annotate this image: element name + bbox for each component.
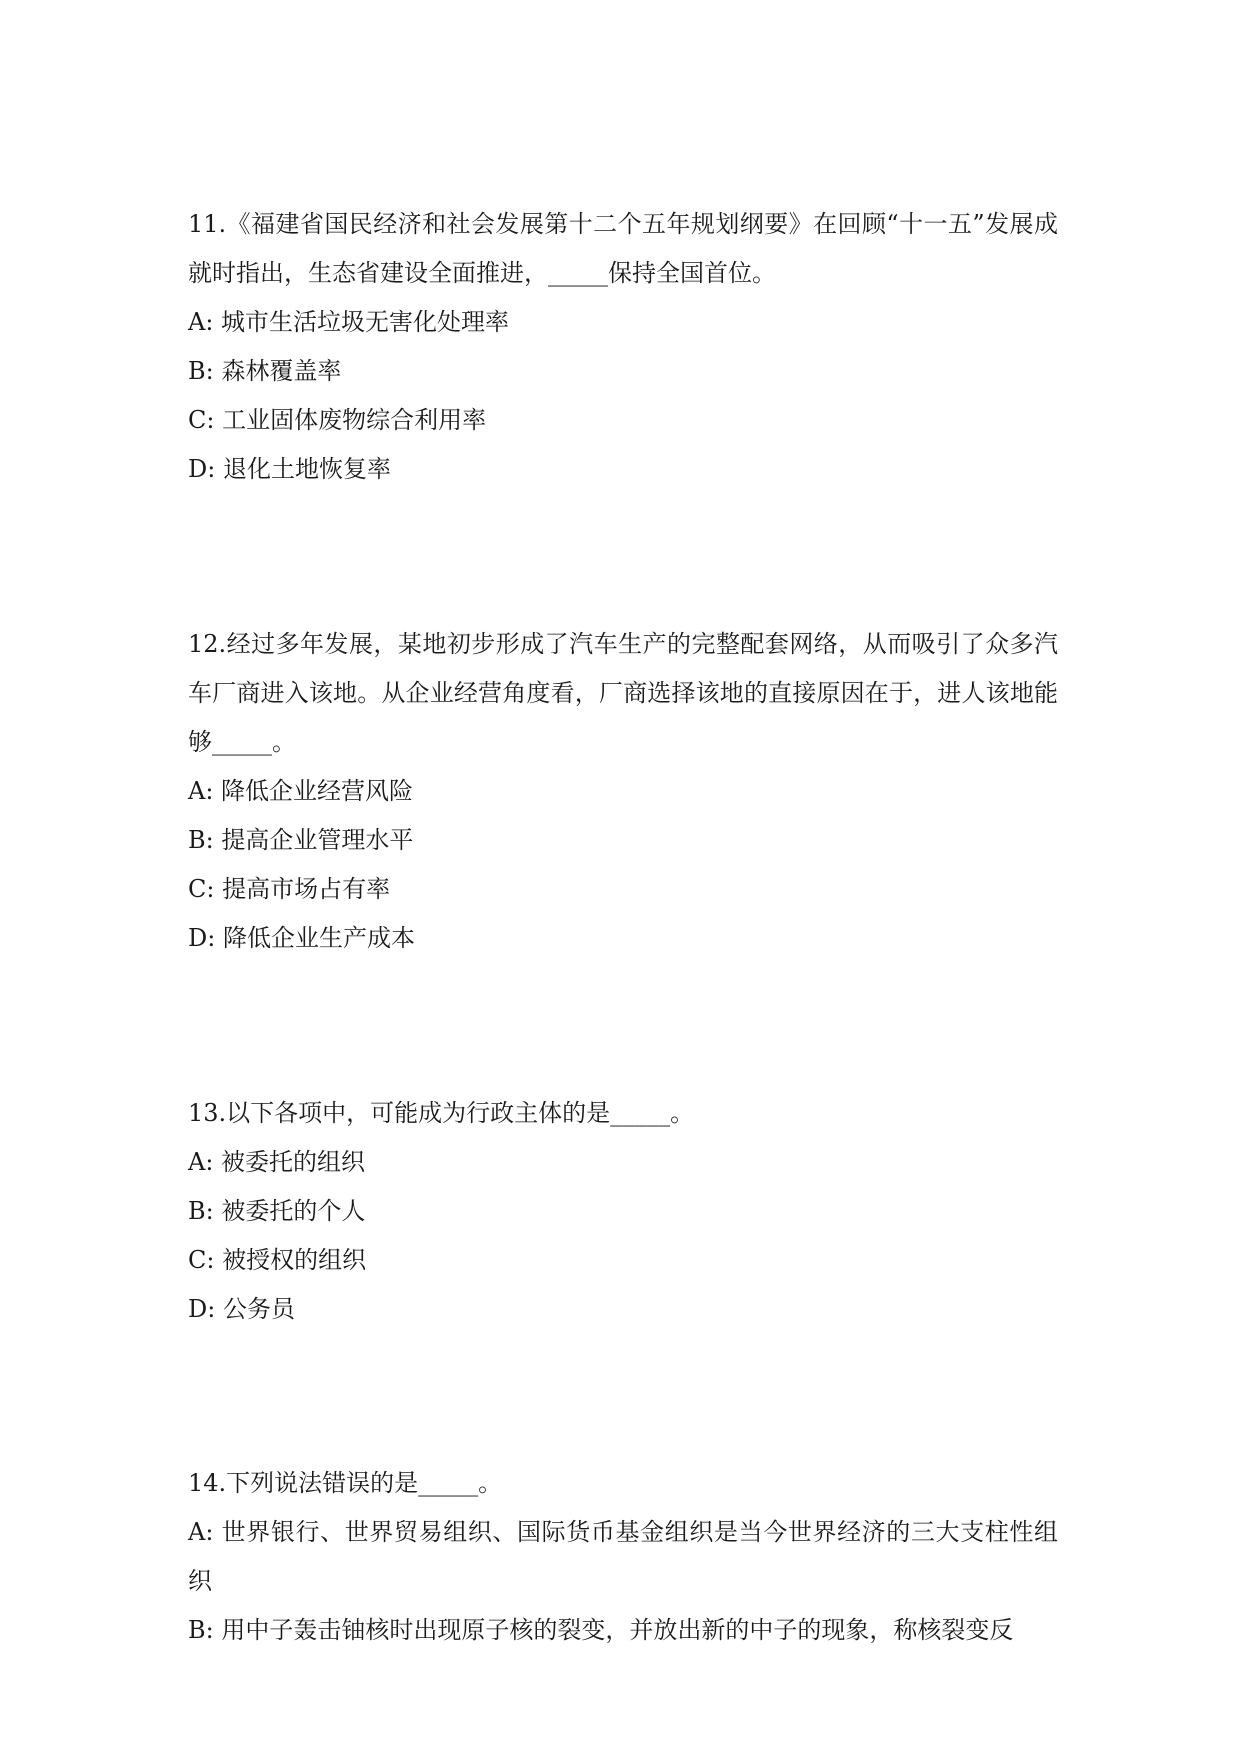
option-d: D: 退化土地恢复率 (188, 455, 391, 483)
option-a: A: 降低企业经营风险 (188, 777, 414, 805)
question-list (188, 200, 1058, 1655)
question-11 (188, 200, 1058, 494)
option-b: B: 森林覆盖率 (188, 357, 342, 385)
option-d: D: 公务员 (188, 1295, 295, 1323)
option-b: B: 用中子轰击铀核时出现原子核的裂变，并放出新的中子的现象，称核裂变反 (188, 1616, 1014, 1644)
option-c: C: 提高市场占有率 (188, 875, 391, 903)
question-spacer (188, 494, 1058, 620)
option-c: C: 被授权的组织 (188, 1246, 367, 1274)
option-b: B: 提高企业管理水平 (188, 826, 414, 854)
question-spacer (188, 963, 1058, 1089)
option-d: D: 降低企业生产成本 (188, 924, 415, 952)
option-a: A: 城市生活垃圾无害化处理率 (188, 308, 510, 336)
option-a: A: 世界银行、世界贸易组织、国际货币基金组织是当今世界经济的三大支柱性组织 (188, 1518, 1058, 1595)
option-a: A: 被委托的组织 (188, 1148, 366, 1176)
option-c: C: 工业固体废物综合利用率 (188, 406, 487, 434)
question-14 (188, 1459, 1058, 1655)
question-stem: 11.《福建省国民经济和社会发展第十二个五年规划纲要》在回顾“十一五”发展成就时指出，生态省建设全面推进，_____保持全国首位。 (188, 210, 1058, 287)
question-stem: 12.经过多年发展，某地初步形成了汽车生产的完整配套网络，从而吸引了众多汽车厂商进入该地。从企业经营角度看，厂商选择该地的直接原因在于，进人该地能够_____。 (188, 630, 1058, 756)
question-stem: 13.以下各项中，可能成为行政主体的是_____。 (188, 1099, 695, 1127)
question-13 (188, 1089, 1058, 1334)
question-spacer (188, 1334, 1058, 1459)
question-stem: 14.下列说法错误的是_____。 (188, 1469, 503, 1497)
option-b: B: 被委托的个人 (188, 1197, 366, 1225)
question-12 (188, 620, 1058, 963)
